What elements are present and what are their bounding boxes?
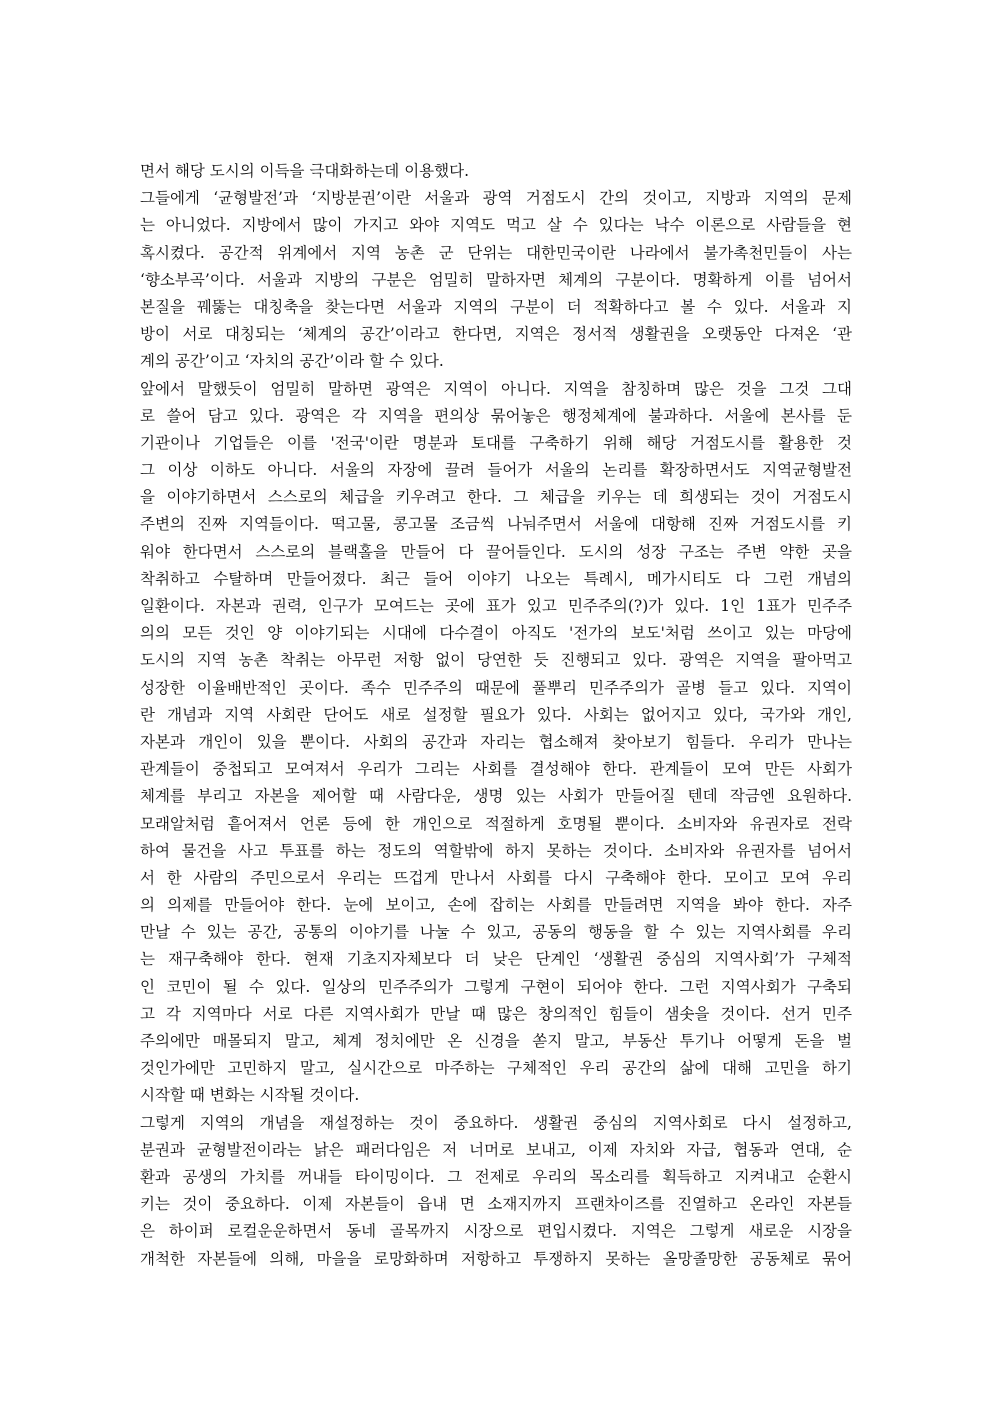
text-line: 는 재구축해야 한다. 현재 기초지자체보다 더 낮은 단계인 ‘생활권 중심의 지역사회’가 구체적 xyxy=(140,950,852,969)
text-line: 그렇게 지역의 개념을 재설정하는 것이 중요하다. 생활권 중심의 지역사회로 다시 설정하고, xyxy=(140,1113,852,1132)
text-line: 앞에서 말했듯이 엄밀히 말하면 광역은 지역이 아니다. 지역을 참칭하며 많은 것을 그것 그대 xyxy=(140,379,852,398)
text-line: 의의 모든 것인 양 이야기되는 시대에 다수결이 아직도 '전가의 보도'처럼 쓰이고 있는 마당에 xyxy=(140,624,852,643)
text-line: 환과 공생의 가치를 꺼내들 타이밍이다. 그 전제로 우리의 목소리를 획득하고 지켜내고 순환시 xyxy=(140,1167,852,1186)
text-line: 란 개념과 지역 사회란 단어도 새로 설정할 필요가 있다. 사회는 없어지고 있다, 국가와 개인, xyxy=(140,705,852,724)
text-line: ‘향소부곡’이다. 서울과 지방의 구분은 엄밀히 말하자면 체계의 구분이다. 명확하게 이를 넘어서 xyxy=(140,270,852,289)
text-line: 로 쓸어 담고 있다. 광역은 각 지역을 편의상 묶어놓은 행정체계에 불과하다. 서울에 본사를 둔 xyxy=(140,406,852,425)
text-line: 면서 해당 도시의 이득을 극대화하는데 이용했다. xyxy=(140,162,470,180)
text-line: 그 이상 이하도 아니다. 서울의 자장에 끌려 들어가 서울의 논리를 확장하면서도 지역균형발전 xyxy=(140,461,852,480)
document-body xyxy=(140,158,852,1273)
text-line: 혹시켰다. 공간적 위계에서 지역 농촌 군 단위는 대한민국이란 나라에서 불가촉천민들이 사는 xyxy=(140,243,852,262)
text-line: 하여 물건을 사고 투표를 하는 정도의 역할밖에 하지 못하는 것이다. 소비자와 유권자를 넘어서 xyxy=(140,841,852,860)
text-line: 그들에게 ‘균형발전’과 ‘지방분권’이란 서울과 광역 거점도시 간의 것이고, 지방과 지역의 문제 xyxy=(140,189,852,208)
text-line: 인 코민이 될 수 있다. 일상의 민주주의가 그렇게 구현이 되어야 한다. 그런 지역사회가 구축되 xyxy=(140,977,852,996)
text-line: 것인가에만 고민하지 말고, 실시간으로 마주하는 구체적인 우리 공간의 삶에 대해 고민을 하기 xyxy=(140,1059,852,1078)
text-line: 성장한 이율배반적인 곳이다. 족수 민주주의 때문에 풀뿌리 민주주의가 골병 들고 있다. 지역이 xyxy=(140,678,852,697)
text-line: 시작할 때 변화는 시작될 것이다. xyxy=(140,1086,360,1105)
text-line: 은 하이퍼 로컬운운하면서 동네 골목까지 시장으로 편입시켰다. 지역은 그렇게 새로운 시장을 xyxy=(140,1222,852,1241)
text-line: 주의에만 매몰되지 말고, 체계 정치에만 온 신경을 쏟지 말고, 부동산 투기나 어떻게 돈을 벌 xyxy=(140,1032,852,1050)
text-line: 본질을 꿰뚫는 대칭축을 찾는다면 서울과 지역의 구분이 더 적확하다고 볼 수 있다. 서울과 지 xyxy=(140,297,852,316)
text-line: 는 아니었다. 지방에서 많이 가지고 와야 지역도 먹고 살 수 있다는 낙수 이론으로 사람들을 현 xyxy=(140,216,852,235)
text-line: 고 각 지역마다 서로 다른 지역사회가 만날 때 많은 창의적인 힘들이 샘솟을 것이다. 선거 민주 xyxy=(140,1004,852,1023)
text-line: 을 이야기하면서 스스로의 체급을 키우려고 한다. 그 체급을 키우는 데 희생되는 것이 거점도시 xyxy=(140,488,852,507)
text-line: 계의 공간’이고 ‘자치의 공간’이라 할 수 있다. xyxy=(140,352,444,371)
text-line: 주변의 진짜 지역들이다. 떡고물, 콩고물 조금씩 나눠주면서 서울에 대항해 진짜 거점도시를 키 xyxy=(140,515,852,534)
text-line: 관계들이 중첩되고 모여져서 우리가 그리는 사회를 결성해야 한다. 관계들이 모여 만든 사회가 xyxy=(140,760,852,779)
text-line: 의 의제를 만들어야 한다. 눈에 보이고, 손에 잡히는 사회를 만들려면 지역을 봐야 한다. 자주 xyxy=(140,896,852,915)
text-line: 기관이나 기업들은 이를 '전국'이란 명분과 토대를 구축하기 위해 해당 거점도시를 활용한 것 xyxy=(140,433,852,452)
text-line: 분권과 균형발전이라는 낡은 패러다임은 저 너머로 보내고, 이제 자치와 자급, 협동과 연대, 순 xyxy=(140,1140,852,1159)
text-line: 체계를 부리고 자본을 제어할 때 사람다운, 생명 있는 사회가 만들어질 텐데 작금엔 요원하다. xyxy=(140,787,852,806)
text-line: 만날 수 있는 공간, 공통의 이야기를 나눌 수 있고, 공동의 행동을 할 수 있는 지역사회를 우리 xyxy=(140,923,852,942)
text-line: 모래알처럼 흩어져서 언론 등에 한 개인으로 적절하게 호명될 뿐이다. 소비자와 유권자로 전락 xyxy=(140,814,852,833)
text-line: 도시의 지역 농촌 착취는 아무런 저항 없이 당연한 듯 진행되고 있다. 광역은 지역을 팔아먹고 xyxy=(140,651,852,670)
text-line: 착취하고 수탈하며 만들어졌다. 최근 들어 이야기 나오는 특례시, 메가시티도 다 그런 개념의 xyxy=(140,569,852,588)
text-line: 자본과 개인이 있을 뿐이다. 사회의 공간과 자리는 협소해져 찾아보기 힘들다. 우리가 만나는 xyxy=(140,732,852,751)
text-line: 키는 것이 중요하다. 이제 자본들이 읍내 면 소재지까지 프랜차이즈를 진열하고 온라인 자본들 xyxy=(140,1195,852,1214)
text-line: 개척한 자본들에 의해, 마을을 로망화하며 저항하고 투쟁하지 못하는 올망졸망한 공동체로 묶어 xyxy=(140,1249,852,1268)
text-line: 워야 한다면서 스스로의 블랙홀을 만들어 다 끌어들인다. 도시의 성장 구조는 주변 약한 곳을 xyxy=(140,542,852,561)
text-line: 일환이다. 자본과 권력, 인구가 모여드는 곳에 표가 있고 민주주의(?)가 있다. 1인 1표가 민주주 xyxy=(140,597,852,615)
text-line: 서 한 사람의 주민으로서 우리는 뜨겁게 만나서 사회를 다시 구축해야 한다. 모이고 모여 우리 xyxy=(140,868,852,887)
text-line: 방이 서로 대칭되는 ‘체계의 공간’이라고 한다면, 지역은 정서적 생활권을 오랫동안 다져온 ‘관 xyxy=(140,325,852,344)
